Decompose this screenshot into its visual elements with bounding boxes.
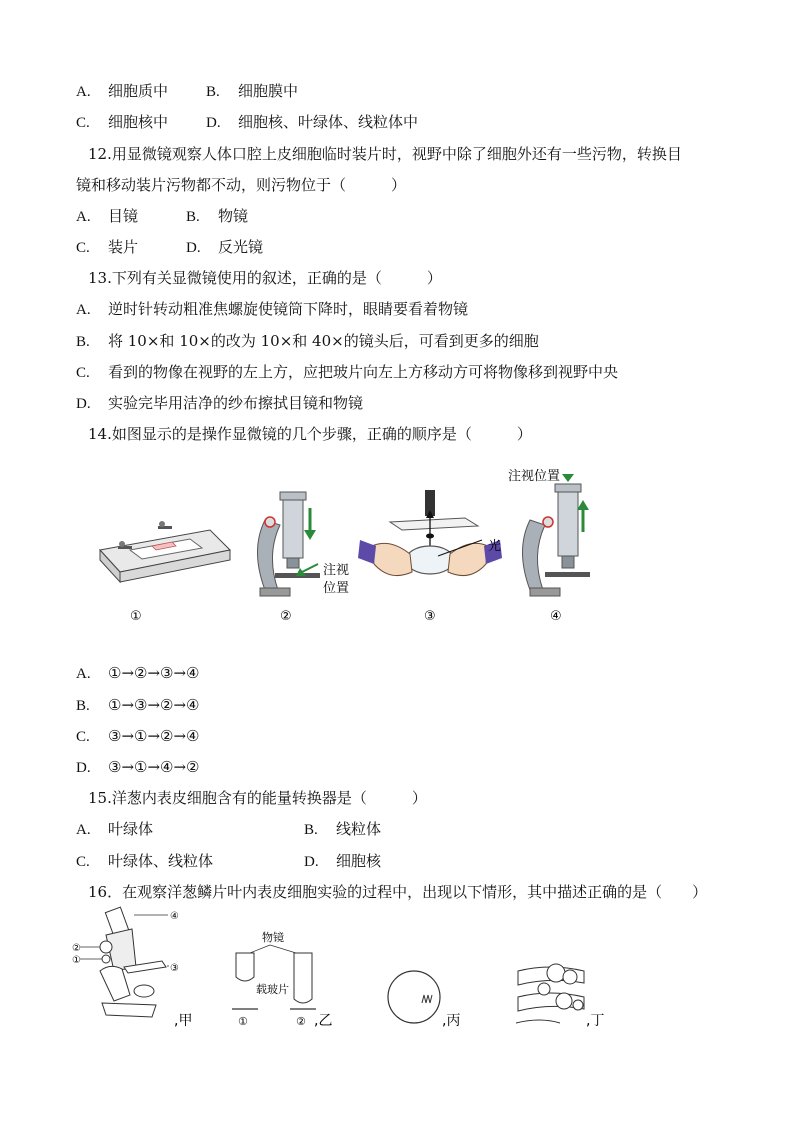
q14-option-b — [76, 694, 200, 717]
q15-option-row-1 — [76, 818, 382, 841]
step4-microscope-illustration — [523, 474, 591, 596]
q14-option-d — [76, 756, 200, 779]
option-text: 反光镜 — [218, 238, 264, 256]
option-label: B. — [304, 822, 318, 838]
option-label: D. — [76, 396, 91, 412]
yi-marker-2: ② — [296, 1015, 306, 1028]
option-label: C. — [76, 115, 90, 131]
q16-figure — [70, 905, 630, 1035]
option-label: A. — [76, 84, 91, 100]
step2-label-watch: 注视 — [323, 563, 350, 578]
option-text: 细胞质中 — [108, 82, 169, 100]
objectives-yi-illustration — [232, 945, 316, 1009]
step4-number: ④ — [550, 609, 562, 624]
q12-stem-line-2: 镜和移动装片污物都不动，则污物位于（ ） — [76, 176, 407, 194]
option-label: C. — [76, 240, 90, 256]
q16-stem: 16．在观察洋葱鳞片叶内表皮细胞实验的过程中，出现以下情形，其中描述正确的是（ ） — [88, 883, 708, 901]
caption-ding: ,丁 — [586, 1013, 605, 1029]
q11-option-row-1 — [76, 80, 299, 103]
option-label: C. — [76, 365, 90, 381]
option-label: A. — [76, 666, 91, 682]
yi-label-objective: 物镜 — [262, 931, 284, 944]
q14-figure — [90, 460, 610, 630]
microscope-jia-illustration — [80, 907, 168, 1017]
q13-stem: 13.下列有关显微镜使用的叙述，正确的是（ ） — [88, 269, 442, 287]
q12-option-row-1 — [76, 205, 249, 228]
option-label: D. — [186, 240, 201, 256]
jia-marker-2: ② — [72, 943, 81, 954]
option-text: 叶绿体 — [108, 820, 154, 838]
step4-label-watch-position: 注视位置 — [508, 469, 561, 484]
option-text: 实验完毕用洁净的纱布擦拭目镜和物镜 — [108, 394, 364, 412]
step3-mirror-illustration — [358, 490, 502, 576]
step2-microscope-illustration — [258, 492, 321, 596]
q14-option-a — [76, 662, 200, 685]
q11-option-row-2 — [76, 111, 419, 134]
q14-stem: 14.如图显示的是操作显微镜的几个步骤，正确的顺序是（ ） — [88, 425, 532, 443]
q13-option-b — [76, 330, 539, 353]
option-label: A. — [76, 822, 91, 838]
option-text: ①→②→③→④ — [108, 664, 200, 682]
jia-marker-4: ④ — [170, 911, 179, 922]
option-label: B. — [76, 334, 90, 350]
step2-number: ② — [280, 609, 292, 624]
option-label: C. — [76, 854, 90, 870]
option-text: 逆时针转动粗准焦螺旋使镜筒下降时，眼睛要看着物镜 — [108, 300, 469, 318]
option-label: B. — [186, 209, 200, 225]
option-label: C. — [76, 729, 90, 745]
option-label: B. — [206, 84, 220, 100]
q15-option-row-2 — [76, 850, 382, 873]
q13-option-c — [76, 361, 618, 384]
option-text: 装片 — [108, 238, 139, 256]
yi-label-slide: 载玻片 — [256, 983, 289, 996]
jia-marker-3: ③ — [170, 963, 179, 974]
q13-option-d — [76, 392, 363, 415]
option-label: A. — [76, 209, 91, 225]
option-label: B. — [76, 698, 90, 714]
option-text: 细胞膜中 — [238, 82, 299, 100]
option-label: A. — [76, 302, 91, 318]
step3-number: ③ — [424, 609, 436, 624]
option-text: 细胞核、叶绿体、线粒体中 — [238, 113, 419, 131]
option-text: 线粒体 — [336, 820, 382, 838]
step1-stage-illustration — [100, 521, 230, 582]
option-text: 看到的物像在视野的左上方，应把玻片向左上方移动方可将物像移到视野中央 — [108, 363, 619, 381]
option-text: 将 10×和 10×的改为 10×和 40×的镜头后，可看到更多的细胞 — [108, 332, 539, 350]
option-text: 细胞核中 — [108, 113, 169, 131]
yi-marker-1: ① — [238, 1015, 248, 1028]
step3-label-light: 光 — [488, 539, 502, 554]
option-label: D. — [304, 854, 319, 870]
caption-jia: ,甲 — [174, 1013, 193, 1029]
step2-label-position: 位置 — [323, 581, 350, 596]
step1-number: ① — [130, 609, 142, 624]
option-text: ③→①→④→② — [108, 758, 200, 776]
option-label: D. — [76, 760, 91, 776]
field-of-view-bing-illustration — [388, 971, 440, 1023]
jia-marker-1: ① — [72, 955, 81, 966]
option-text: 细胞核 — [336, 852, 382, 870]
option-label: D. — [206, 115, 221, 131]
q14-option-c — [76, 725, 200, 748]
caption-yi: ,乙 — [314, 1013, 333, 1029]
q12-option-row-2 — [76, 236, 264, 259]
cells-ding-illustration — [516, 964, 584, 1023]
option-text: 叶绿体、线粒体 — [108, 852, 214, 870]
caption-bing: ,丙 — [442, 1013, 461, 1029]
option-text: ①→③→②→④ — [108, 696, 200, 714]
q15-stem: 15.洋葱内表皮细胞含有的能量转换器是（ ） — [88, 789, 427, 807]
option-text: 物镜 — [218, 207, 249, 225]
q12-stem-line-1: 12.用显微镜观察人体口腔上皮细胞临时装片时，视野中除了细胞外还有一些污物，转换目 — [88, 145, 682, 163]
q13-option-a — [76, 298, 468, 321]
option-text: ③→①→②→④ — [108, 727, 200, 745]
option-text: 目镜 — [108, 207, 139, 225]
